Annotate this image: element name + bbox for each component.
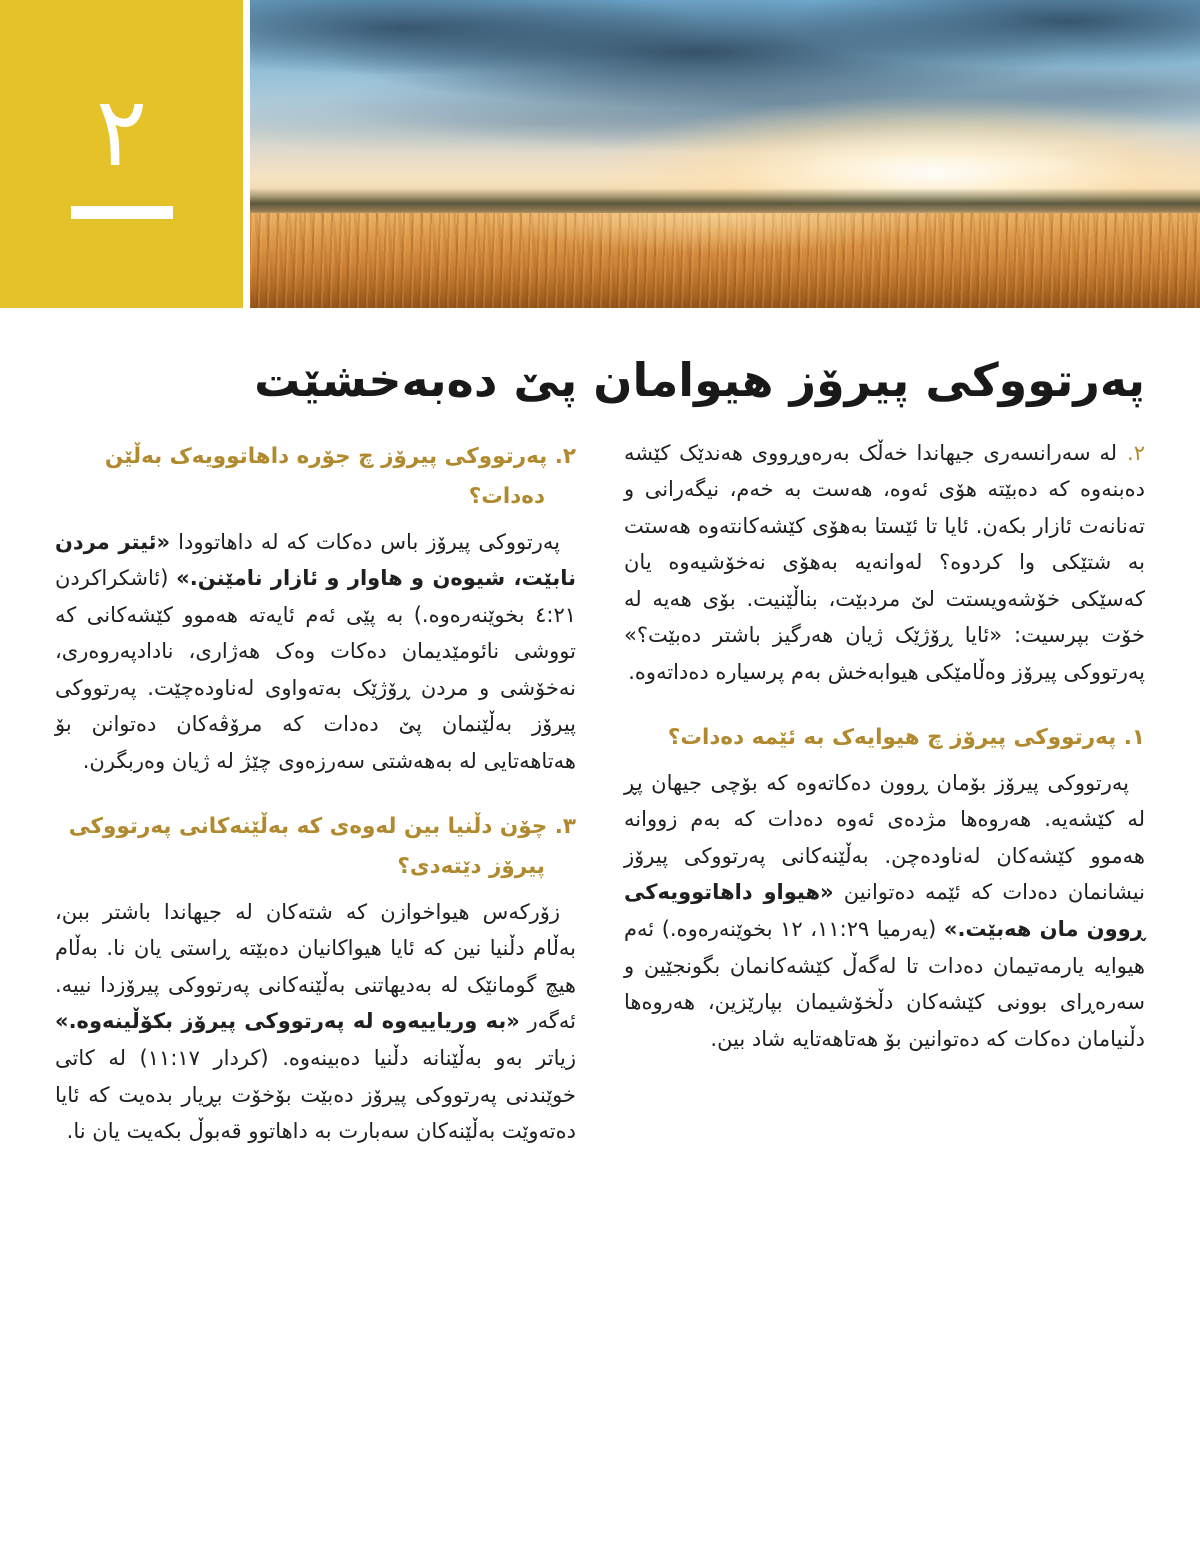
masthead <box>0 0 1200 308</box>
column-left <box>55 435 576 1150</box>
wheat-field <box>250 213 1200 308</box>
question-1-heading: ١. پەرتووکی پیرۆز چ هیوایەک بە ئێمە دەدات؟ <box>667 724 1145 750</box>
column-right <box>624 435 1145 1058</box>
paragraph-number: ٢. <box>1127 440 1145 465</box>
page-number-underline <box>71 206 173 219</box>
intro-paragraph <box>624 435 1145 691</box>
question-3-body: زۆرکەس هیواخوازن کە شتەکان لە جیهاندا باشتر ببن، بەڵام دڵنیا نین کە ئایا هیواکانیان دەبێتە ڕاستی یان نا. بەڵام هیچ گومانێک لە بەدیهاتنی بەڵێنەکانی پەرتووکی پیرۆزدا نییە. ئەگەر «بە وریاییەوە لە پەرتووکی پیرۆز بکۆڵینەوە.» زیاتر بەو بەڵێنانە دڵنیا دەبینەوە. (کردار ١٧‏:‏١١) لە کاتی خوێندنی پەرتووکی پیرۆز دەبێت بۆخۆت بڕیار بدەیت کە ئایا دەتەوێت بەڵێنەکان سەبارت بە داهاتوو قەبوڵ بکەیت یان نا. <box>55 899 576 1144</box>
question-1-body: پەرتووکی پیرۆز بۆمان ڕوون دەکاتەوە کە بۆچی جیهان پڕ لە کێشەیە. هەروەها مژدەی ئەوە دەدات کە بەم زووانە هەموو کێشەکان لەناودەچن. بەڵێنەکانی پەرتووکی پیرۆز نیشانمان دەدات کە ئێمە دەتوانین «هیواو داهاتوویەکی ڕوون مان هەبێت.» (یەرمیا ٢٩‏:‏١١، ١٢ بخوێنەرەوە.) ئەم هیوایە یارمەتیمان دەدات تا لەگەڵ کێشەکانمان بگونجێین و سەرەڕای بوونی کێشەکان دڵخۆشیمان بپارێزین، هەروەها دڵنیامان دەکات کە دەتوانین بۆ هەتاهەتایە شاد بین. <box>624 770 1146 1051</box>
sun-glare <box>801 163 1086 170</box>
question-2-heading: ٢. پەرتووکی پیرۆز چ جۆرە داهاتوویەک بەڵێن دەدات؟ <box>104 443 576 509</box>
masthead-divider <box>243 0 250 308</box>
question-3-heading: ٣. چۆن دڵنیا بین لەوەی کە بەڵێنەکانی پەرتووکی پیرۆز دێتەدی؟ <box>68 813 576 879</box>
intro-paragraph-text: لە سەرانسەری جیهاندا خەڵک بەرەوڕووی هەندێک کێشە دەبنەوە کە دەبێتە هۆی ئەوە، هەست بە خەم، نیگەرانی و تەنانەت ئازار بکەن. ئایا تا ئێستا بەهۆی کێشەکانتەوە هەستت بە شتێکی وا کردوە؟ لەوانەیە بەهۆی نەخۆشیەوە یان کەسێکی خۆشەویستت لێ مردبێت، بناڵێنیت. بۆی هەیە لە خۆت بپرسیت: «ئایا ڕۆژێک ژیان هەرگیز باشتر دەبێت؟» پەرتووکی پیرۆز وەڵامێکی هیوابەخش بەم پرسیارە دەداتەوە. <box>624 440 1145 685</box>
question-2-body: پەرتووکی پیرۆز باس دەکات کە لە داهاتوودا «ئیتر مردن نابێت، شیوەن و هاوار و ئازار نامێنن.» (ئاشکراکردن ٢١‏:‏٤ بخوێنەرەوە.) بە پێی ئەم ئایەتە هەموو کێشەکانی کە تووشی نائومێدیمان دەکات وەک هەژاری، نادادپەروەری، نەخۆشی و مردن ڕۆژێک بەتەواوی لەناودەچێت. پەرتووکی پیرۆز بەڵێنمان پێ دەدات کە مرۆڤەکان دەتوانن بۆ هەتاهەتایی لە بەهەشتی سەرزەوی چێژ لە ژیان وەربگرن. <box>55 529 576 774</box>
page-number-block <box>0 0 243 308</box>
page-number: ٢ <box>95 76 148 188</box>
horizon-land-strip <box>250 188 1200 216</box>
text-columns <box>55 435 1145 1150</box>
article-title: پەرتووکی پیرۆز هیوامان پێ دەبەخشێت <box>254 353 1145 407</box>
wheat-field-sunset-photo <box>250 0 1200 308</box>
